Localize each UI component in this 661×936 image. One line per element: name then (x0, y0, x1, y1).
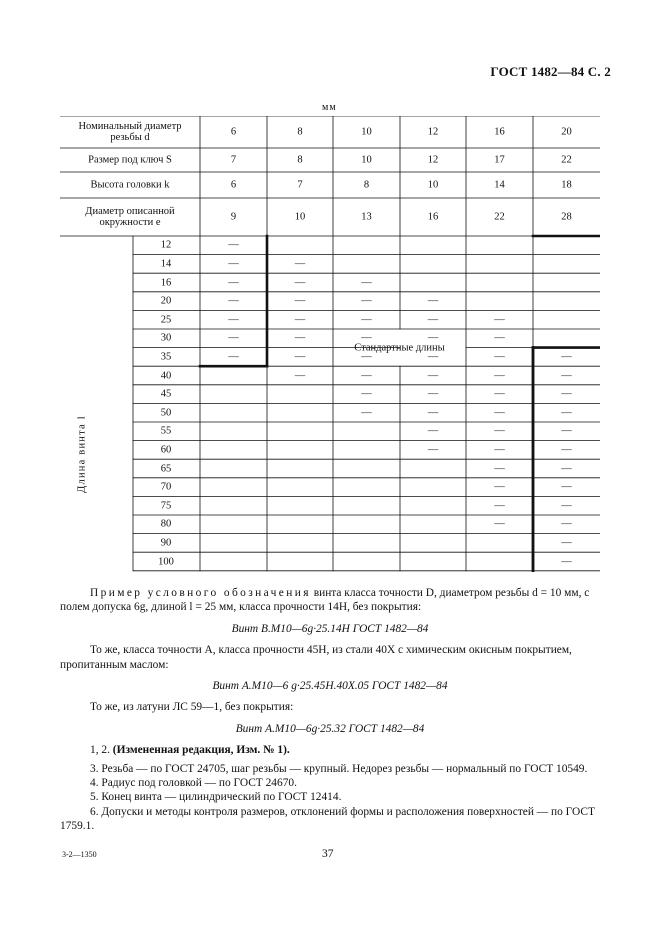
param-value-3-5: 28 (561, 211, 572, 223)
dash-cell-9-2: — (361, 407, 372, 419)
dash-cell-13-5: — (561, 481, 572, 493)
param-value-3-0: 9 (230, 211, 237, 223)
dash-cell-8-5: — (561, 388, 572, 400)
length-label-15: 80 (160, 518, 172, 530)
dash-cell-14-4: — (494, 500, 505, 512)
length-label-1: 14 (160, 258, 172, 270)
param-value-1-4: 17 (494, 154, 505, 166)
dash-cell-6-2: — (361, 351, 372, 363)
dash-cell-6-0: — (228, 351, 239, 363)
standard-lengths-label: Стандартные длины (354, 342, 445, 354)
dash-cell-4-2: — (361, 314, 372, 326)
dash-cell-6-5: — (561, 351, 572, 363)
length-label-7: 40 (160, 370, 172, 381)
designation-text (60, 586, 600, 834)
dash-cell-9-4: — (494, 407, 505, 419)
length-label-9: 50 (160, 407, 172, 419)
dash-cell-2-1: — (294, 277, 306, 288)
dash-cell-11-4: — (494, 444, 505, 456)
example-text: винта класса точности D, диаметром резьбы d = 10 мм, с полем допуска 6g, длиной l = 25 мм, класса прочности 14Н, без покрытия: (60, 587, 590, 614)
length-axis-label: Длина винта l (76, 415, 88, 493)
dash-cell-11-5: — (561, 444, 572, 456)
dash-cell-2-0: — (228, 277, 239, 288)
dash-cell-6-4: — (494, 351, 505, 363)
dash-cell-10-3: — (427, 425, 439, 437)
dash-cell-6-3: — (427, 351, 439, 363)
designation-2: Винт А.М10—6 g·25.45Н.40Х.05 ГОСТ 1482—84 (212, 680, 448, 693)
param-label-3: Диаметр описанной окружности e (85, 206, 175, 228)
footer-code: 3-2—1350 (62, 850, 97, 859)
dash-cell-4-3: — (427, 314, 439, 326)
dash-cell-7-2: — (361, 370, 372, 381)
dash-cell-13-4: — (494, 481, 505, 493)
dash-cell-7-4: — (494, 370, 505, 381)
length-label-0: 12 (160, 239, 172, 251)
dash-cell-5-4: — (494, 332, 505, 344)
dash-cell-10-5: — (561, 425, 572, 437)
example-heading: Пример условного обозначения (90, 587, 311, 599)
same-paragraph-1: То же, класса точности А, класса прочности 45Н, из стали 40Х с химическим окисным покрытием, пропитанным маслом: (60, 644, 572, 671)
param-value-0-3: 12 (427, 126, 439, 138)
example-paragraph (60, 586, 600, 615)
length-label-14: 75 (160, 500, 172, 512)
dash-cell-17-5: — (561, 556, 572, 567)
dash-cell-5-1: — (294, 332, 306, 344)
length-label-4: 25 (160, 314, 172, 326)
dash-cell-14-5: — (561, 500, 572, 512)
same-paragraph-2: То же, из латуни ЛС 59—1, без покрытия: (90, 701, 294, 714)
dash-cell-7-1: — (294, 370, 306, 381)
length-label-10: 55 (160, 425, 172, 437)
dash-cell-16-5: — (561, 537, 572, 549)
length-label-2: 16 (160, 277, 172, 288)
param-value-3-4: 22 (494, 211, 505, 223)
param-value-3-1: 10 (294, 211, 306, 223)
dash-cell-4-4: — (494, 314, 505, 326)
dimensions-table (60, 116, 600, 572)
dash-cell-8-4: — (494, 388, 505, 400)
designation-3: Винт А.М10—6g·25.32 ГОСТ 1482—84 (235, 722, 425, 735)
length-label-16: 90 (160, 537, 172, 549)
note-1-2 (60, 743, 600, 757)
param-value-1-1: 8 (297, 154, 303, 166)
param-label-1: Размер под ключ S (88, 154, 172, 166)
param-value-1-3: 12 (427, 154, 439, 166)
dash-cell-3-0: — (228, 295, 239, 307)
unit-label: мм (322, 102, 337, 113)
page-number: 37 (322, 848, 334, 860)
dash-cell-8-2: — (361, 388, 372, 400)
dash-cell-2-2: — (361, 277, 372, 288)
note-3: 3. Резьба — по ГОСТ 24705, шаг резьбы — крупный. Недорез резьбы — нормальный по ГОСТ 10549. (90, 762, 588, 775)
dash-cell-1-1: — (294, 258, 306, 270)
dash-cell-4-0: — (228, 314, 239, 326)
dash-cell-4-1: — (294, 314, 306, 326)
standard-header: ГОСТ 1482—84 С. 2 (490, 64, 611, 79)
param-value-1-0: 7 (230, 154, 237, 166)
length-label-17: 100 (158, 556, 174, 567)
dash-cell-7-3: — (427, 370, 439, 381)
param-value-0-1: 8 (297, 126, 303, 138)
param-value-1-2: 10 (361, 154, 372, 166)
length-label-3: 20 (160, 295, 172, 307)
dash-cell-5-3: — (427, 332, 439, 344)
dash-cell-9-3: — (427, 407, 439, 419)
param-value-0-0: 6 (230, 126, 237, 138)
param-value-0-5: 20 (561, 126, 572, 138)
dash-cell-3-1: — (294, 295, 306, 307)
param-label-2: Высота головки k (90, 179, 170, 191)
dash-cell-12-4: — (494, 463, 505, 474)
dash-cell-12-5: — (561, 463, 572, 474)
param-label-0: Номинальный диаметр резьбы d (78, 121, 182, 143)
designation-1: Винт В.М10—6g·25.14Н ГОСТ 1482—84 (231, 622, 429, 635)
param-value-2-0: 6 (230, 179, 237, 191)
dash-cell-7-5: — (561, 370, 572, 381)
note-5: 5. Конец винта — цилиндрический по ГОСТ 12414. (90, 791, 342, 804)
param-value-2-4: 14 (494, 179, 505, 191)
length-label-11: 60 (160, 444, 172, 456)
dash-cell-3-3: — (427, 295, 439, 307)
param-value-2-2: 8 (363, 179, 370, 191)
param-value-2-1: 7 (297, 179, 303, 191)
length-label-13: 70 (160, 481, 172, 493)
dash-cell-3-2: — (361, 295, 372, 307)
length-label-12: 65 (160, 463, 172, 474)
dash-cell-15-5: — (561, 518, 572, 530)
dash-cell-11-3: — (427, 444, 439, 456)
dash-cell-0-0: — (228, 239, 239, 251)
param-value-1-5: 22 (561, 154, 572, 166)
param-value-0-2: 10 (361, 126, 372, 138)
dash-cell-9-5: — (561, 407, 572, 419)
dash-cell-1-0: — (228, 258, 239, 270)
note-ref: 1, 2. (90, 744, 110, 757)
note-ref-bold: (Измененная редакция, Изм. № 1). (112, 744, 290, 757)
param-value-2-3: 10 (427, 179, 439, 191)
note-6: 6. Допуски и методы контроля размеров, отклонений формы и расположения поверхностей — по ГОСТ 1759.1. (60, 805, 595, 833)
dash-cell-10-4: — (494, 425, 505, 437)
dash-cell-8-3: — (427, 388, 439, 400)
note-4: 4. Радиус под головкой — по ГОСТ 24670. (90, 777, 297, 790)
dash-cell-15-4: — (494, 518, 505, 530)
dash-cell-6-1: — (294, 351, 306, 363)
length-label-5: 30 (160, 332, 172, 344)
param-value-2-5: 18 (561, 179, 572, 191)
length-label-8: 45 (160, 388, 172, 400)
dash-cell-5-0: — (228, 332, 239, 344)
param-value-3-3: 16 (427, 211, 439, 223)
length-label-6: 35 (160, 351, 172, 363)
param-value-0-4: 16 (494, 126, 505, 138)
dash-cell-5-2: — (361, 332, 372, 344)
param-value-3-2: 13 (361, 211, 372, 223)
